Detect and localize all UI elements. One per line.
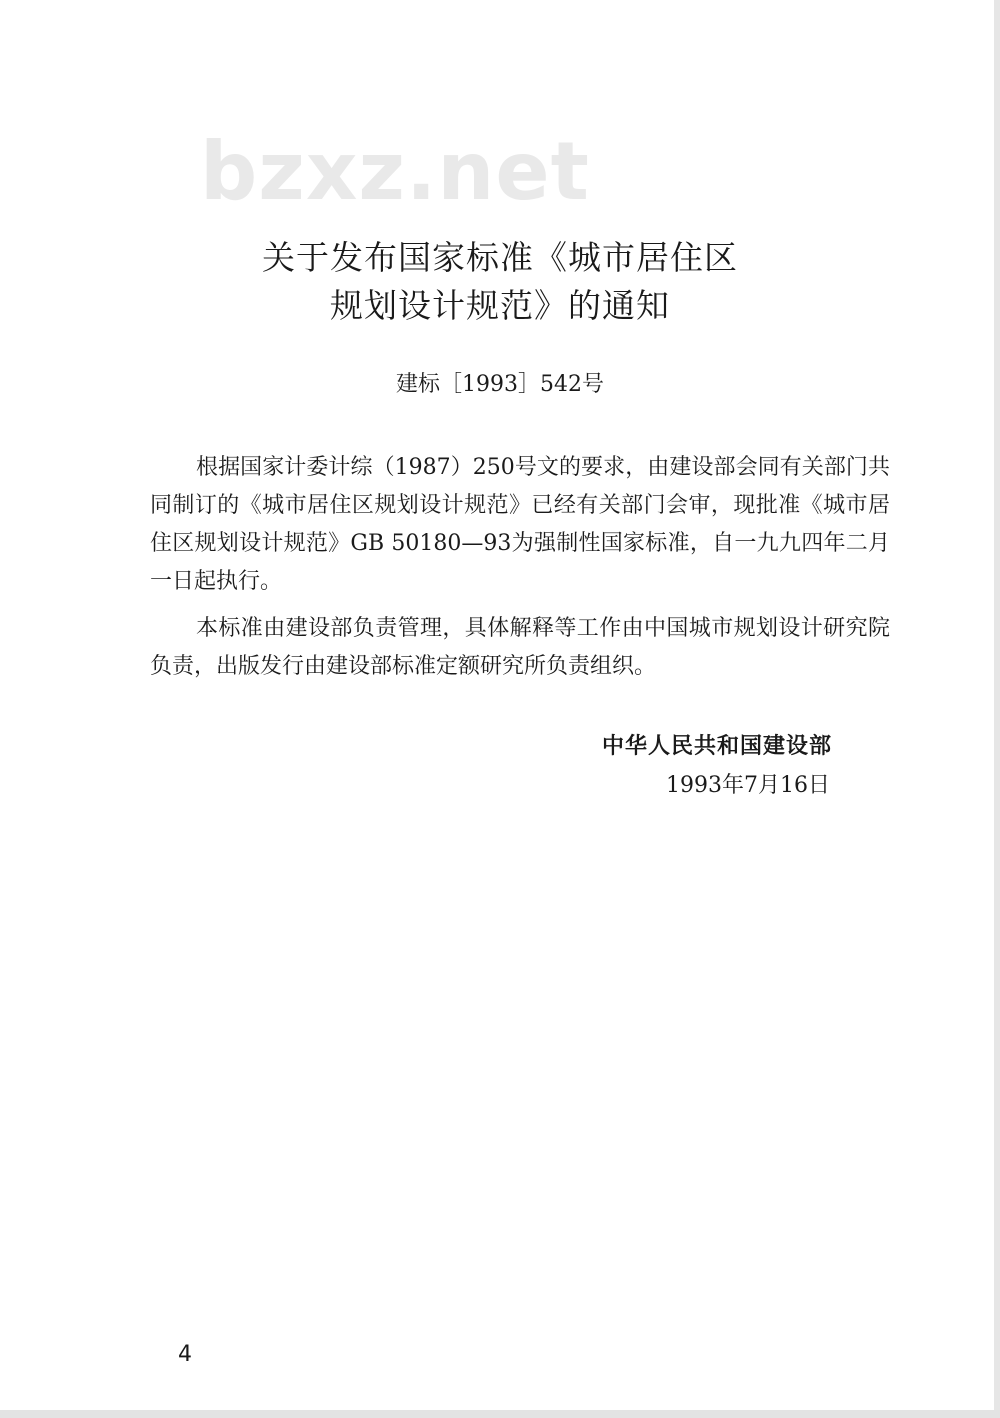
issuing-authority: 中华人民共和国建设部 [601,734,832,759]
page-number: 4 [178,1342,192,1367]
watermark: bzxz.net [200,125,590,218]
page-edge-bottom [0,1410,1000,1418]
document-number: 建标［1993］542号 [396,372,604,397]
title-line-1: 关于发布国家标准《城市居住区 [262,238,738,277]
title-line-2: 规划设计规范》的通知 [330,286,670,325]
body-paragraph-2: 本标准由建设部负责管理，具体解释等工作由中国城市规划设计研究院负责，出版发行由建设部标准定额研究所负责组织。 [150,616,890,679]
page-edge-right [994,0,1000,1418]
issue-date: 1993年7月16日 [666,773,830,798]
body-paragraph-1: 根据国家计委计综（1987）250号文的要求，由建设部会同有关部门共同制订的《城市居住区规划设计规范》已经有关部门会审，现批准《城市居住区规划设计规范》GB 50180—93为强制性国家标准，自一九九四年二月一日起执行。 [150,455,890,594]
